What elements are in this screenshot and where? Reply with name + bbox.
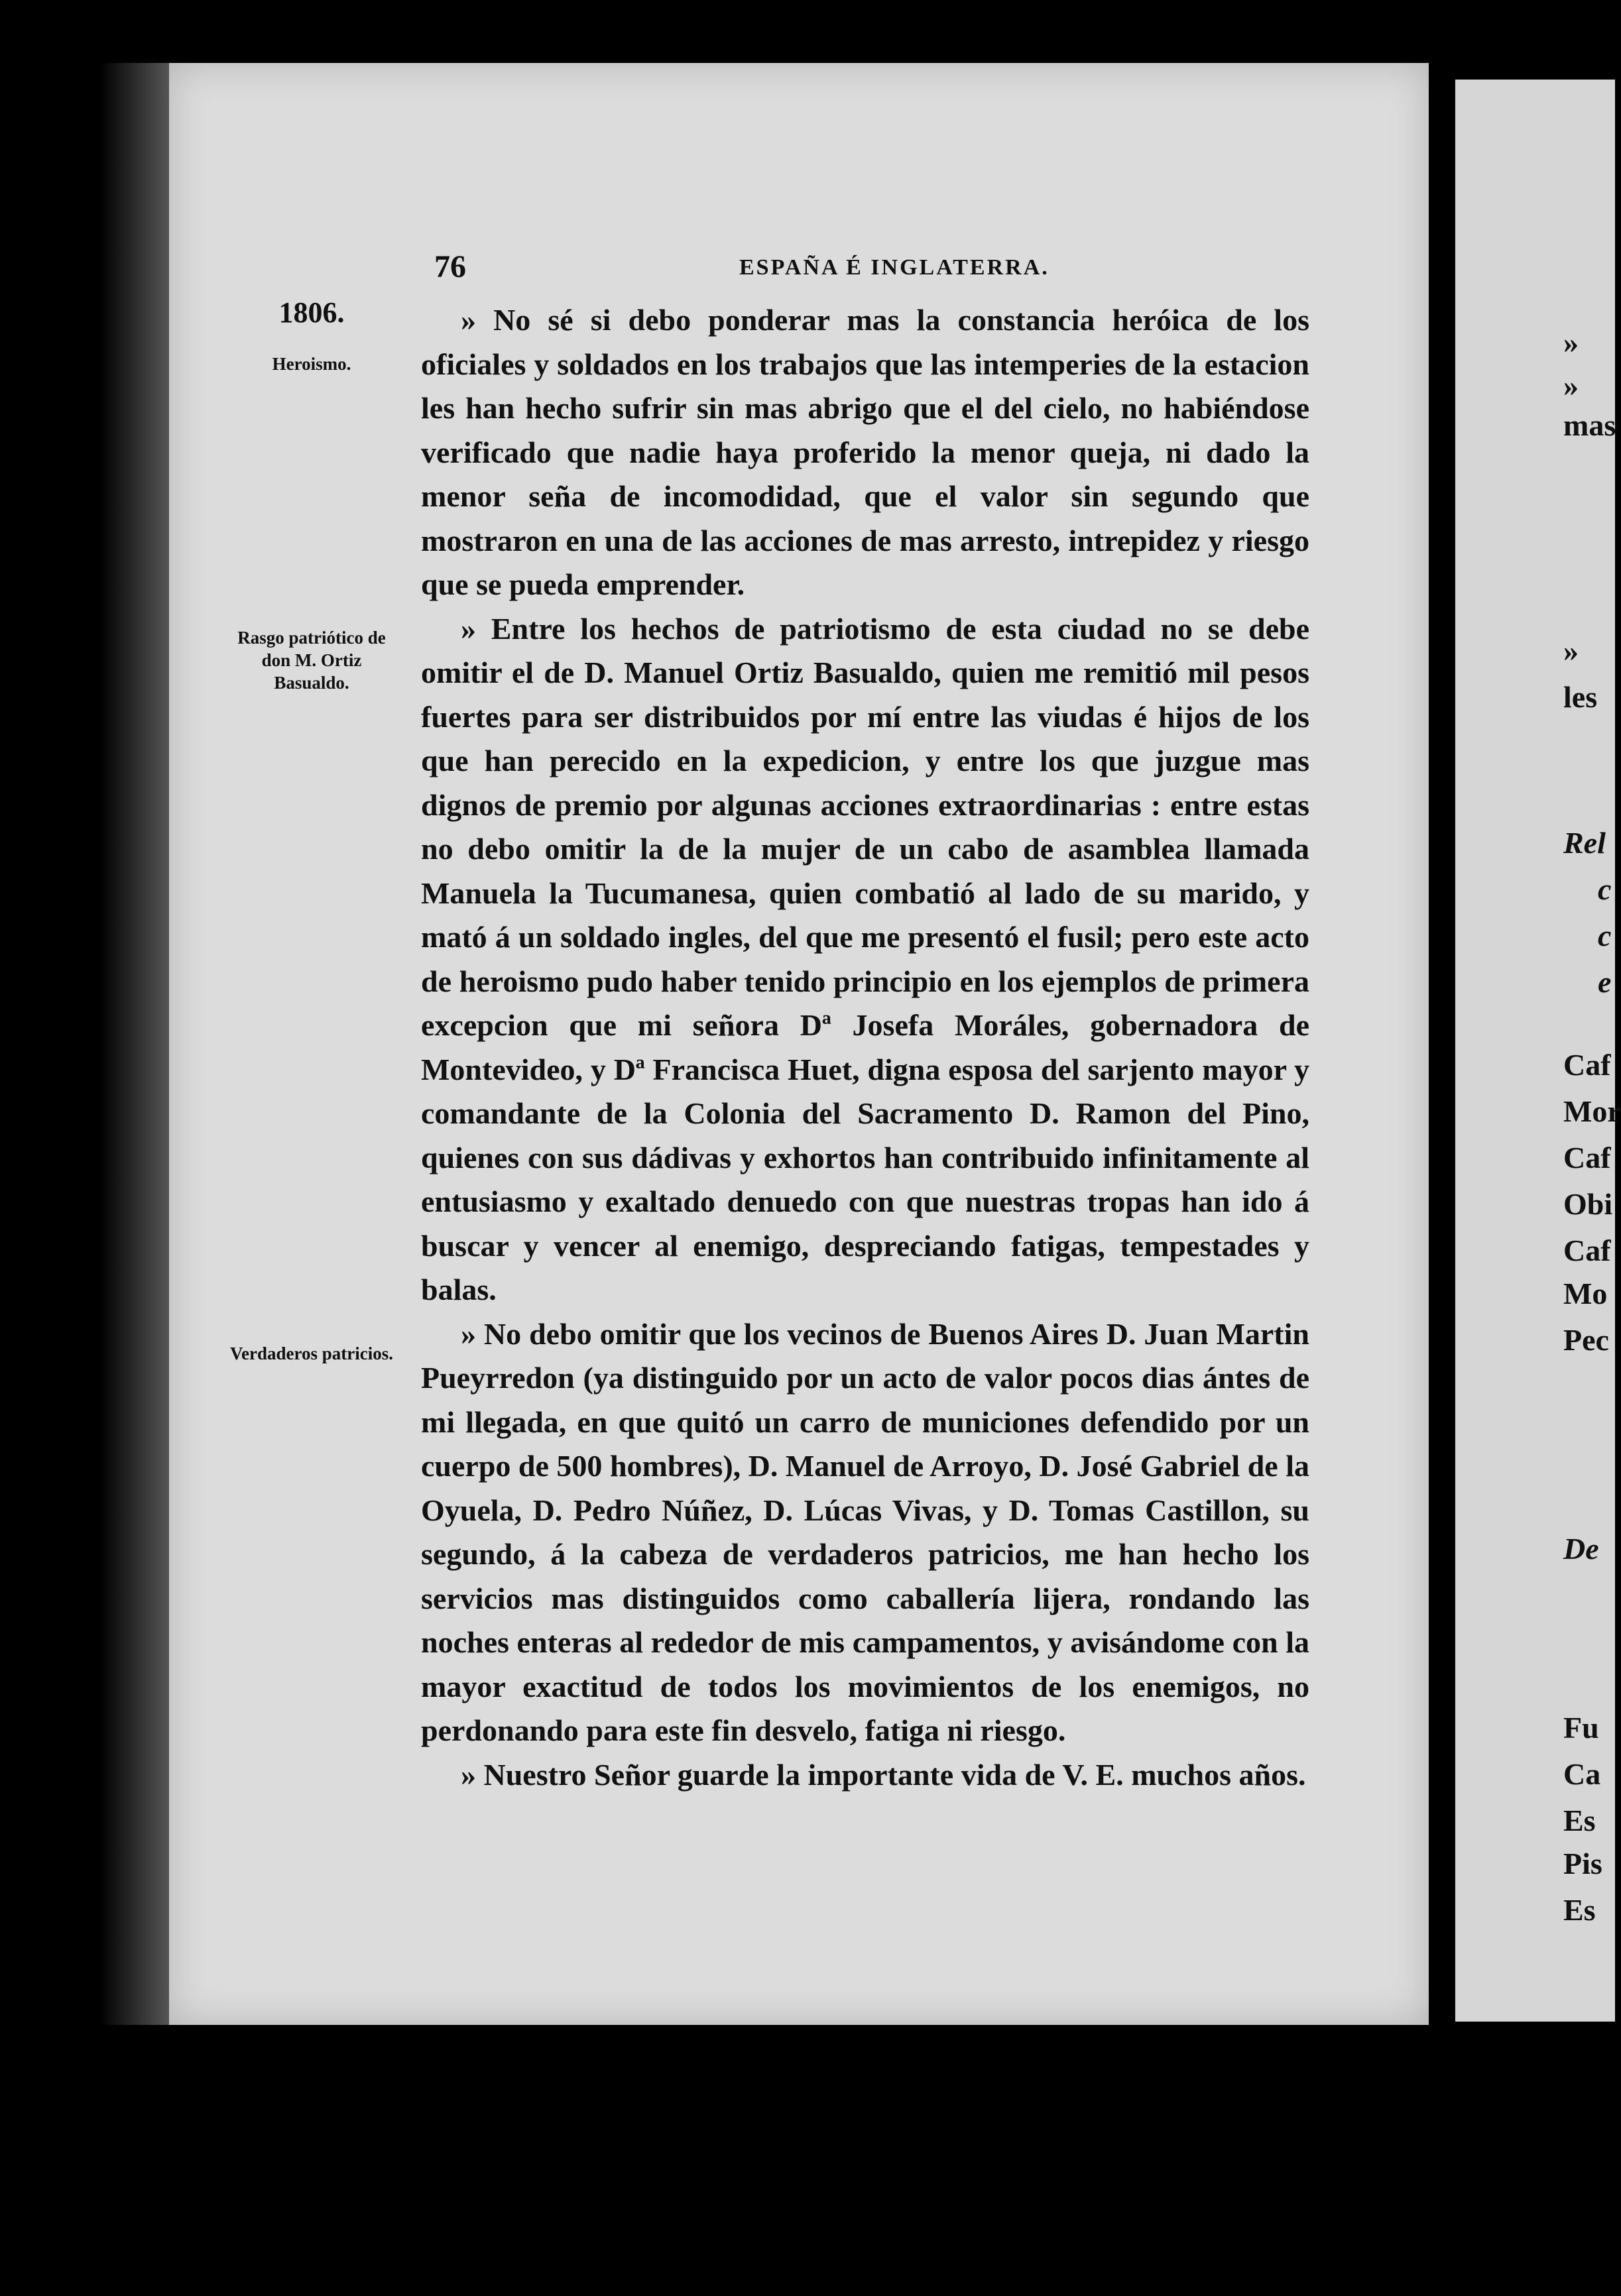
right-fragment: Es [1563, 1893, 1596, 1927]
right-fragment: Fu [1563, 1711, 1599, 1745]
binding-shadow [99, 63, 169, 2025]
right-fragment: c [1598, 872, 1612, 906]
margin-note-rasgo: Rasgo patriótico de don M. Ortiz Basualdo. [237, 628, 386, 693]
right-fragment: Caf [1563, 1141, 1611, 1175]
margin-note-verdaderos: Verdaderos patricios. [230, 1344, 393, 1363]
paragraph: » Nuestro Señor guarde la importante vida de V. E. muchos años. [461, 1757, 1306, 1792]
right-fragment: e [1598, 965, 1612, 999]
right-fragment: Mor [1563, 1094, 1621, 1128]
margin-note-heroismo: Heroismo. [272, 354, 351, 374]
right-fragment: mas [1563, 408, 1616, 442]
right-fragment: Obi [1563, 1187, 1613, 1221]
right-fragment: De [1563, 1532, 1599, 1566]
margin-note-year: 1806. [278, 296, 345, 329]
page-header [434, 249, 1316, 288]
running-head: ESPAÑA É INGLATERRA. [739, 255, 1050, 280]
right-fragment: Ca [1563, 1757, 1601, 1791]
main-text [421, 298, 1309, 1797]
right-fragment: Pis [1563, 1847, 1602, 1880]
right-fragment: c [1598, 919, 1612, 952]
right-fragment: » [1563, 369, 1579, 402]
paragraph: » No sé si debo ponderar mas la constancia heróica de los oficiales y soldados en los trabajos que las intemperies de la estacion les han hecho sufrir sin mas abrigo que el del cielo, no habiéndose verificado que nadie haya proferido la menor queja, ni dado la menor seña de incomodidad, que el valor sin segundo que mostraron en una de las acciones de mas arresto, intrepidez y riesgo que se pueda emprender. [421, 303, 1309, 601]
right-fragment: Caf [1563, 1048, 1611, 1082]
paragraph: » No debo omitir que los vecinos de Buenos Aires D. Juan Martin Pueyrredon (ya distinguido por un acto de valor pocos dias ántes de mi llegada, en que quitó un carro de municiones defendido por un cuerpo de 500 hombres), D. Manuel de Arroyo, D. José Gabriel de la Oyuela, D. Pedro Núñez, D. Lúcas Vivas, y D. Tomas Castillon, su segundo, á la cabeza de verdaderos patricios, me han hecho los servicios mas distinguidos como caballería lijera, rondando las noches enteras al rededor de mis campamentos, y avisándome con la mayor exactitud de todos los movimientos de los enemigos, no perdonando para este fin desvelo, fatiga ni riesgo. [421, 1316, 1309, 1747]
right-fragment: les [1563, 680, 1598, 714]
right-fragment: Pec [1563, 1323, 1609, 1357]
right-fragment: » [1563, 634, 1579, 667]
right-fragment: » [1563, 325, 1579, 359]
right-fragment: Rel [1563, 826, 1606, 860]
right-fragment: Mo [1563, 1277, 1608, 1310]
right-fragment: Es [1563, 1804, 1596, 1837]
right-fragment: Caf [1563, 1234, 1611, 1267]
page-number: 76 [434, 249, 466, 284]
paragraph: » Entre los hechos de patriotismo de esta ciudad no se debe omitir el de D. Manuel Ortiz Basualdo, quien me remitió mil pesos fuertes para ser distribuidos por mí entre las viudas é hijos de los que han perecido en la expedicion, y entre los que juzgue mas dignos de premio por algunas acciones extraordinarias : entre estas no debo omitir la de la mujer de un cabo de asamblea llamada Manuela la Tucumanesa, quien combatió al lado de su marido, y mató á un soldado ingles, del que me presentó el fusil; pero este acto de heroismo pudo haber tenido principio en los ejemplos de primera excepcion que mi señora Dª Josefa Moráles, gobernadora de Montevideo, y Dª Francisca Huet, digna esposa del sarjento mayor y comandante de la Colonia del Sacramento D. Ramon del Pino, quienes con sus dádivas y exhortos han contribuido infinitamente al entusiasmo y exaltado denuedo con que nuestras tropas han ido á buscar y vencer al enemigo, despreciando fatigas, tempestades y balas. [421, 611, 1309, 1306]
